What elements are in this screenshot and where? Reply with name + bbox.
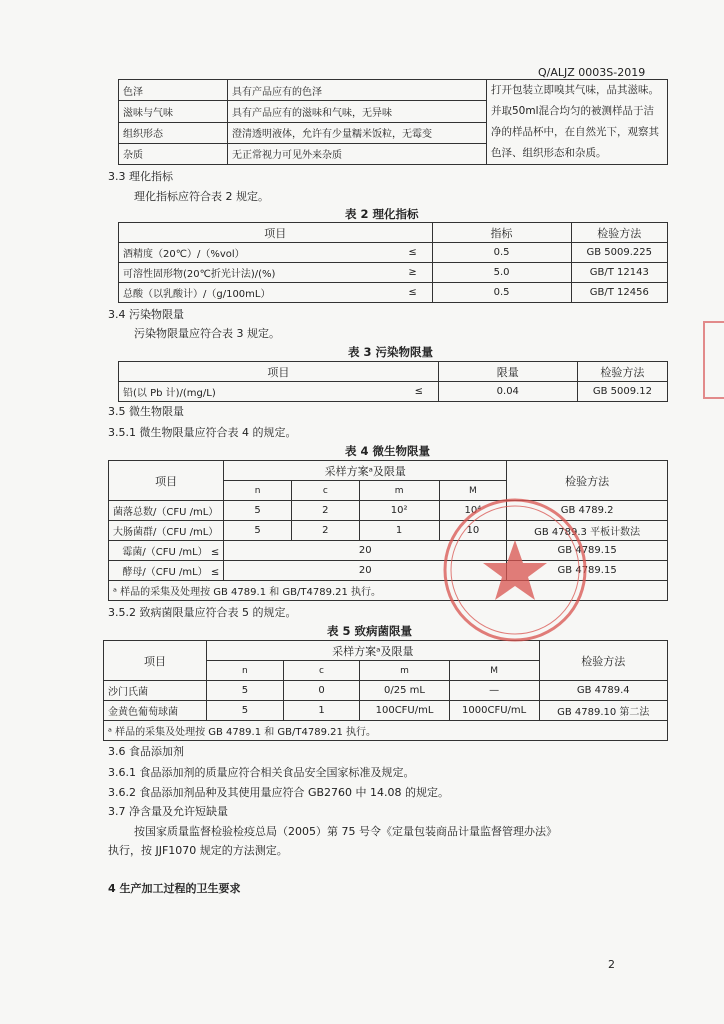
item-cell: 酵母/（CFU /mL） ≤ bbox=[109, 561, 224, 581]
footnote: ᵃ 样品的采集及处理按 GB 4789.1 和 GB/T4789.21 执行。 bbox=[104, 721, 668, 741]
footnote: ᵃ 样品的采集及处理按 GB 4789.1 和 GB/T4789.21 执行。 bbox=[109, 581, 668, 601]
header-cell: 项目 bbox=[119, 223, 433, 243]
value-cell: 0 bbox=[283, 681, 360, 701]
table-caption: 表 2 理化指标 bbox=[345, 207, 419, 221]
value-cell: 20 bbox=[224, 541, 507, 561]
paragraph: 理化指标应符合表 2 规定。 bbox=[134, 190, 269, 203]
paragraph: 按国家质量监督检验检疫总局（2005）第 75 号令《定量包装商品计量监督管理办法》 bbox=[134, 825, 557, 838]
section-heading: 3.3 理化指标 bbox=[108, 170, 173, 183]
header-cell: 采样方案ᵃ及限量 bbox=[224, 461, 507, 481]
value-cell: 5 bbox=[224, 501, 292, 521]
header-cell: 限量 bbox=[438, 362, 577, 382]
item-cell: 总酸（以乳酸计）/（g/100mL） bbox=[119, 283, 394, 303]
company-seal-icon bbox=[440, 495, 590, 645]
edge-seal-icon bbox=[700, 320, 724, 400]
sensory-item: 杂质 bbox=[119, 143, 228, 164]
method-cell: GB 4789.3 平板计数法 bbox=[507, 521, 668, 541]
value-cell: 2 bbox=[291, 501, 359, 521]
sensory-requirement: 具有产品应有的滋味和气味，无异味 bbox=[228, 101, 487, 122]
paragraph: 3.6.2 食品添加剂品种及其使用量应符合 GB2760 中 14.08 的规定。 bbox=[108, 786, 450, 799]
header-cell: 项目 bbox=[119, 362, 439, 382]
item-cell: 酒精度（20℃）/（%vol） bbox=[119, 243, 394, 263]
paragraph: 3.5.1 微生物限量应符合表 4 的规定。 bbox=[108, 426, 297, 439]
header-cell: 检验方法 bbox=[577, 362, 667, 382]
table-caption: 表 4 微生物限量 bbox=[345, 444, 431, 458]
method-cell: GB 5009.12 bbox=[577, 382, 667, 402]
method-line: 净的样品杯中，在自然光下，观察其 bbox=[491, 126, 659, 138]
header-cell: 检验方法 bbox=[539, 641, 667, 681]
value-cell: 0.5 bbox=[432, 243, 571, 263]
item-cell: 菌落总数/（CFU /mL） bbox=[109, 501, 224, 521]
sub-header: M bbox=[439, 481, 507, 501]
item-cell: 霉菌/（CFU /mL） ≤ bbox=[109, 541, 224, 561]
table-caption: 表 3 污染物限量 bbox=[348, 345, 434, 359]
paragraph: 3.5.2 致病菌限量应符合表 5 的规定。 bbox=[108, 606, 297, 619]
table-row bbox=[104, 681, 668, 701]
table-header-row bbox=[119, 362, 668, 382]
sensory-requirement: 无正常视力可见外来杂质 bbox=[228, 143, 487, 164]
paragraph: 污染物限量应符合表 3 规定。 bbox=[134, 327, 280, 340]
header-cell: 检验方法 bbox=[507, 461, 668, 501]
table-2 bbox=[118, 222, 668, 303]
document-code: Q/ALJZ 0003S-2019 bbox=[538, 66, 646, 79]
value-cell: 0.04 bbox=[438, 382, 577, 402]
operator-cell: ≤ bbox=[400, 382, 439, 402]
operator-cell: ≤ bbox=[394, 243, 433, 263]
method-cell: GB 4789.10 第二法 bbox=[539, 701, 667, 721]
value-cell: 0/25 mL bbox=[360, 681, 449, 701]
method-cell: GB 4789.15 bbox=[507, 561, 668, 581]
table-3 bbox=[118, 361, 668, 402]
item-cell: 可溶性固形物(20℃折光计法)/(%) bbox=[119, 263, 394, 283]
paragraph: 执行，按 JJF1070 规定的方法测定。 bbox=[108, 844, 288, 857]
value-cell: 10² bbox=[359, 501, 439, 521]
value-cell: 1 bbox=[359, 521, 439, 541]
value-cell: — bbox=[449, 681, 539, 701]
method-cell: GB/T 12456 bbox=[571, 283, 667, 303]
table-footnote-row bbox=[104, 721, 668, 741]
section-heading: 4 生产加工过程的卫生要求 bbox=[108, 882, 241, 895]
sensory-item: 色泽 bbox=[119, 80, 228, 101]
value-cell: 5 bbox=[224, 521, 292, 541]
sub-header: n bbox=[224, 481, 292, 501]
method-cell: GB/T 12143 bbox=[571, 263, 667, 283]
value-cell: 10⁴ bbox=[439, 501, 507, 521]
table-header-row bbox=[119, 223, 668, 243]
header-cell: 指标 bbox=[432, 223, 571, 243]
table-5 bbox=[103, 640, 668, 741]
section-heading: 3.7 净含量及允许短缺量 bbox=[108, 805, 228, 818]
paragraph: 3.6.1 食品添加剂的质量应符合相关食品安全国家标准及规定。 bbox=[108, 766, 415, 779]
section-heading: 3.5 微生物限量 bbox=[108, 405, 184, 418]
sensory-requirement: 具有产品应有的色泽 bbox=[228, 80, 487, 101]
table-row bbox=[119, 243, 668, 263]
value-cell: 5 bbox=[207, 701, 284, 721]
sub-header: m bbox=[359, 481, 439, 501]
sub-header: n bbox=[207, 661, 284, 681]
value-cell: 0.5 bbox=[432, 283, 571, 303]
header-cell: 采样方案ᵃ及限量 bbox=[207, 641, 539, 661]
value-cell: 20 bbox=[224, 561, 507, 581]
table-caption: 表 5 致病菌限量 bbox=[327, 624, 413, 638]
operator-cell: ≥ bbox=[394, 263, 433, 283]
sensory-requirement: 澄清透明液体，允许有少量糯米饭粒，无霉变 bbox=[228, 122, 487, 143]
method-cell: GB 5009.225 bbox=[571, 243, 667, 263]
header-cell: 项目 bbox=[109, 461, 224, 501]
value-cell: 2 bbox=[291, 521, 359, 541]
value-cell: 5.0 bbox=[432, 263, 571, 283]
method-cell: GB 4789.4 bbox=[539, 681, 667, 701]
table-row bbox=[119, 283, 668, 303]
method-cell: GB 4789.15 bbox=[507, 541, 668, 561]
value-cell: 1000CFU/mL bbox=[449, 701, 539, 721]
table-row bbox=[119, 263, 668, 283]
item-cell: 大肠菌群/（CFU /mL） bbox=[109, 521, 224, 541]
item-cell: 金黄色葡萄球菌 bbox=[104, 701, 207, 721]
operator-cell: ≤ bbox=[394, 283, 433, 303]
method-cell: GB 4789.2 bbox=[507, 501, 668, 521]
method-line: 色泽、组织形态和杂质。 bbox=[491, 147, 607, 159]
sub-header: m bbox=[360, 661, 449, 681]
sensory-item: 滋味与气味 bbox=[119, 101, 228, 122]
section-heading: 3.6 食品添加剂 bbox=[108, 745, 184, 758]
table-header-row bbox=[109, 461, 668, 481]
table-row bbox=[104, 701, 668, 721]
value-cell: 10 bbox=[439, 521, 507, 541]
table-row bbox=[119, 382, 668, 402]
method-line: 并取50ml混合均匀的被测样品于洁 bbox=[491, 105, 655, 117]
value-cell: 5 bbox=[207, 681, 284, 701]
item-cell: 沙门氏菌 bbox=[104, 681, 207, 701]
table-row bbox=[119, 80, 668, 101]
method-line: 打开包装立即嗅其气味，品其滋味。 bbox=[491, 84, 659, 96]
sub-header: c bbox=[291, 481, 359, 501]
sub-header: M bbox=[449, 661, 539, 681]
header-cell: 项目 bbox=[104, 641, 207, 681]
value-cell: 1 bbox=[283, 701, 360, 721]
page-number: 2 bbox=[608, 958, 615, 971]
item-cell: 铅(以 Pb 计)/(mg/L) bbox=[119, 382, 400, 402]
sensory-method bbox=[487, 80, 668, 165]
value-cell: 100CFU/mL bbox=[360, 701, 449, 721]
header-cell: 检验方法 bbox=[571, 223, 667, 243]
section-heading: 3.4 污染物限量 bbox=[108, 308, 184, 321]
sensory-item: 组织形态 bbox=[119, 122, 228, 143]
sensory-table bbox=[118, 79, 668, 165]
sub-header: c bbox=[283, 661, 360, 681]
